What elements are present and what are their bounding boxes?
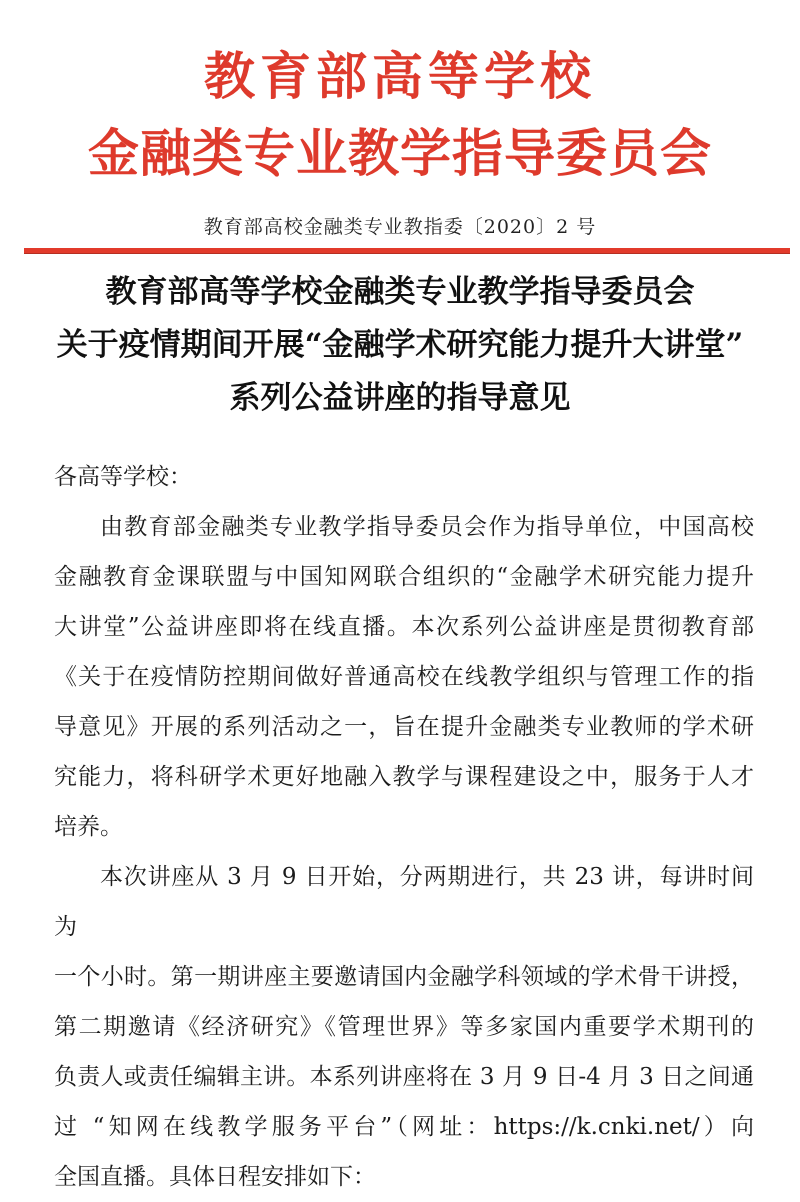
body-line: 负责人或责任编辑主讲。本系列讲座将在 3 月 9 日-4 月 3 日之间通 <box>54 1064 754 1090</box>
body-line: 大讲堂”公益讲座即将在线直播。本次系列公益讲座是贯彻教育部 <box>54 614 754 640</box>
body-line: 《关于在疫情防控期间做好普通高校在线教学组织与管理工作的指 <box>54 664 754 690</box>
body-line: 第二期邀请《经济研究》《管理世界》等多家国内重要学术期刊的 <box>54 1014 754 1040</box>
body-line: 过 “知网在线教学服务平台”（网址：https://k.cnki.net/）向 <box>54 1114 754 1140</box>
body-line: 全国直播。具体日程安排如下： <box>54 1164 376 1190</box>
document-body <box>0 452 800 1202</box>
body-line: 一个小时。第一期讲座主要邀请国内金融学科领域的学术骨干讲授， <box>54 964 754 990</box>
document-title-line2: 关于疫情期间开展“金融学术研究能力提升大讲堂” <box>56 327 744 363</box>
body-line: 由教育部金融类专业教学指导委员会作为指导单位，中国高校 <box>100 514 754 540</box>
document-title-line1: 教育部高等学校金融类专业教学指导委员会 <box>105 274 695 310</box>
doc-number: 教育部高校金融类专业教指委〔2020〕2 号 <box>203 216 597 238</box>
salutation: 各高等学校： <box>54 464 192 490</box>
letterhead-org-line1: 教育部高等学校 <box>203 47 596 107</box>
letterhead-org-line2: 金融类专业教学指导委员会 <box>87 124 712 184</box>
red-divider-rule <box>24 248 790 254</box>
body-line: 导意见》开展的系列活动之一，旨在提升金融类专业教师的学术研 <box>54 714 754 740</box>
body-line: 本次讲座从 3 月 9 日开始，分两期进行，共 23 讲，每讲时间为 <box>54 864 754 940</box>
document-title-line3: 系列公益讲座的指导意见 <box>229 380 571 416</box>
letterhead <box>0 0 800 239</box>
body-line: 培养。 <box>54 814 123 840</box>
document-title <box>0 266 800 425</box>
body-line: 金融教育金课联盟与中国知网联合组织的“金融学术研究能力提升 <box>54 564 754 590</box>
body-line: 究能力，将科研学术更好地融入教学与课程建设之中，服务于人才 <box>54 764 754 790</box>
